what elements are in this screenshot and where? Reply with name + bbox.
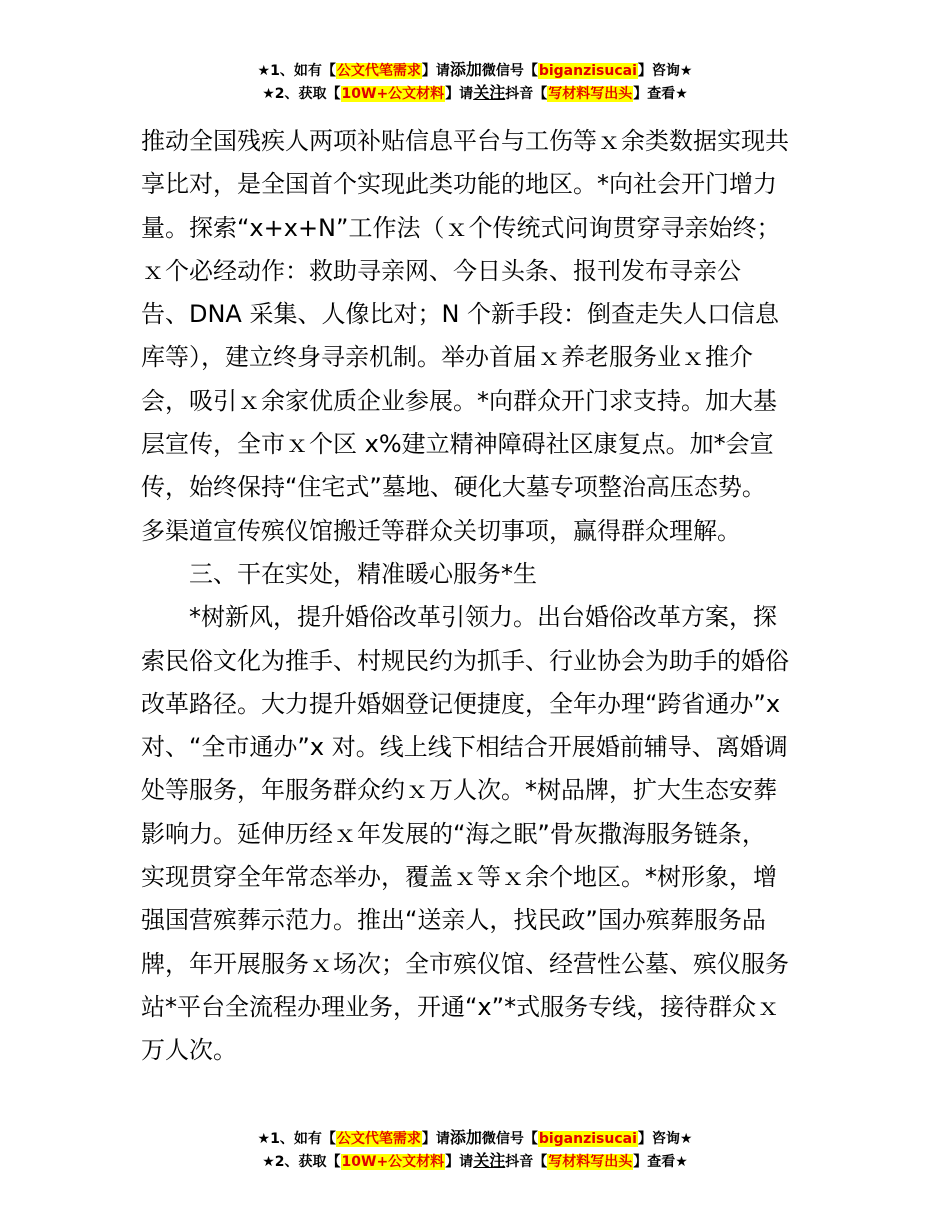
banner-text: 】查看★ [633, 1154, 688, 1170]
banner-emphasis: 添加 [449, 60, 482, 79]
body-line: 享比对，是全国首个实现此类功能的地区。*向社会开门增力 [141, 170, 777, 199]
banner-text: ★2、获取【 [262, 1154, 341, 1170]
banner-text: 】请 [445, 86, 474, 102]
banner-text: 】请 [445, 1154, 474, 1170]
banner-emphasis: 添加 [449, 1128, 482, 1147]
section-heading: 三、干在实处，精准暖心服务*生 [141, 559, 537, 588]
banner-text: 】请 [421, 1131, 450, 1147]
body-line: 传，始终保持“住宅式”墓地、硬化大墓专项整治高压态势。 [141, 473, 766, 502]
highlight-text: 10W+公文材料 [341, 86, 445, 102]
highlight-text: 10W+公文材料 [341, 1154, 445, 1170]
body-line: 会，吸引ｘ余家优质企业参展。*向群众开门求支持。加大基 [141, 386, 777, 415]
body-line: 站*平台全流程办理业务，开通“x”*式服务专线，接待群众ｘ [141, 992, 781, 1021]
wechat-id: biganzisucai [538, 1131, 637, 1147]
banner-text: 】咨询★ [637, 1131, 693, 1147]
document-body [141, 120, 813, 1073]
banner-text: 抖音【 [505, 86, 548, 102]
body-line: 推动全国残疾人两项补贴信息平台与工伤等ｘ余类数据实现共 [141, 127, 789, 155]
banner-line-2 [0, 1150, 950, 1173]
douyin-name: 写材料写出头 [548, 86, 633, 102]
body-line: 牌，年开展服务ｘ场次；全市殡仪馆、经营性公墓、殡仪服务 [141, 949, 789, 978]
banner-text: 微信号【 [481, 63, 538, 79]
banner-text: 抖音【 [505, 1154, 548, 1170]
highlight-text: 公文代笔需求 [336, 1131, 421, 1147]
body-line: 影响力。延伸历经ｘ年发展的“海之眠”骨灰撒海服务链条， [141, 819, 766, 848]
body-line: 库等），建立终身寻亲机制。举办首届ｘ养老服务业ｘ推介 [141, 343, 753, 372]
footer-banner [0, 1127, 950, 1173]
body-line: 强国营殡葬示范力。推出“送亲人，找民政”国办殡葬服务品 [141, 906, 766, 935]
banner-text: ★2、获取【 [262, 86, 341, 102]
banner-text: ★1、如有【 [257, 63, 336, 79]
banner-text: 微信号【 [481, 1131, 538, 1147]
banner-line-1 [0, 1127, 950, 1150]
body-line: 多渠道宣传殡仪馆搬迁等群众关切事项，赢得群众理解。 [141, 516, 741, 545]
wechat-id: biganzisucai [538, 63, 637, 79]
banner-text: 】咨询★ [637, 63, 693, 79]
banner-line-1 [0, 59, 950, 82]
body-line: 层宣传，全市ｘ个区 x%建立精神障碍社区康复点。加*会宣 [141, 430, 774, 459]
body-line: 量。探索“x+x+N”工作法（ｘ个传统式问询贯穿寻亲始终； [141, 213, 781, 242]
banner-emphasis: 关注 [473, 83, 506, 102]
header-banner [0, 59, 950, 105]
banner-text: 】查看★ [633, 86, 688, 102]
banner-line-2 [0, 82, 950, 105]
body-line: 实现贯穿全年常态举办，覆盖ｘ等ｘ余个地区。*树形象，增 [141, 863, 777, 892]
body-line: ｘ个必经动作：救助寻亲网、今日头条、报刊发布寻亲公 [141, 256, 741, 285]
body-line: 对、“全市通办”x 对。线上线下相结合开展婚前辅导、离婚调 [141, 733, 788, 762]
highlight-text: 公文代笔需求 [336, 63, 421, 79]
body-line: 改革路径。大力提升婚姻登记便捷度，全年办理“跨省通办”x [141, 689, 781, 718]
body-line: 告、DNA 采集、人像比对；N 个新手段：倒查走失人口信息 [141, 300, 780, 329]
banner-text: 】请 [421, 63, 450, 79]
body-line: 处等服务，年服务群众约ｘ万人次。*树品牌，扩大生态安葬 [141, 776, 777, 805]
body-line: 索民俗文化为推手、村规民约为抓手、行业协会为助手的婚俗 [141, 646, 789, 675]
douyin-name: 写材料写出头 [548, 1154, 633, 1170]
banner-emphasis: 关注 [473, 1151, 506, 1170]
banner-text: ★1、如有【 [257, 1131, 336, 1147]
body-line: 万人次。 [141, 1036, 237, 1065]
body-line: *树新风，提升婚俗改革引领力。出台婚俗改革方案，探 [141, 603, 777, 632]
